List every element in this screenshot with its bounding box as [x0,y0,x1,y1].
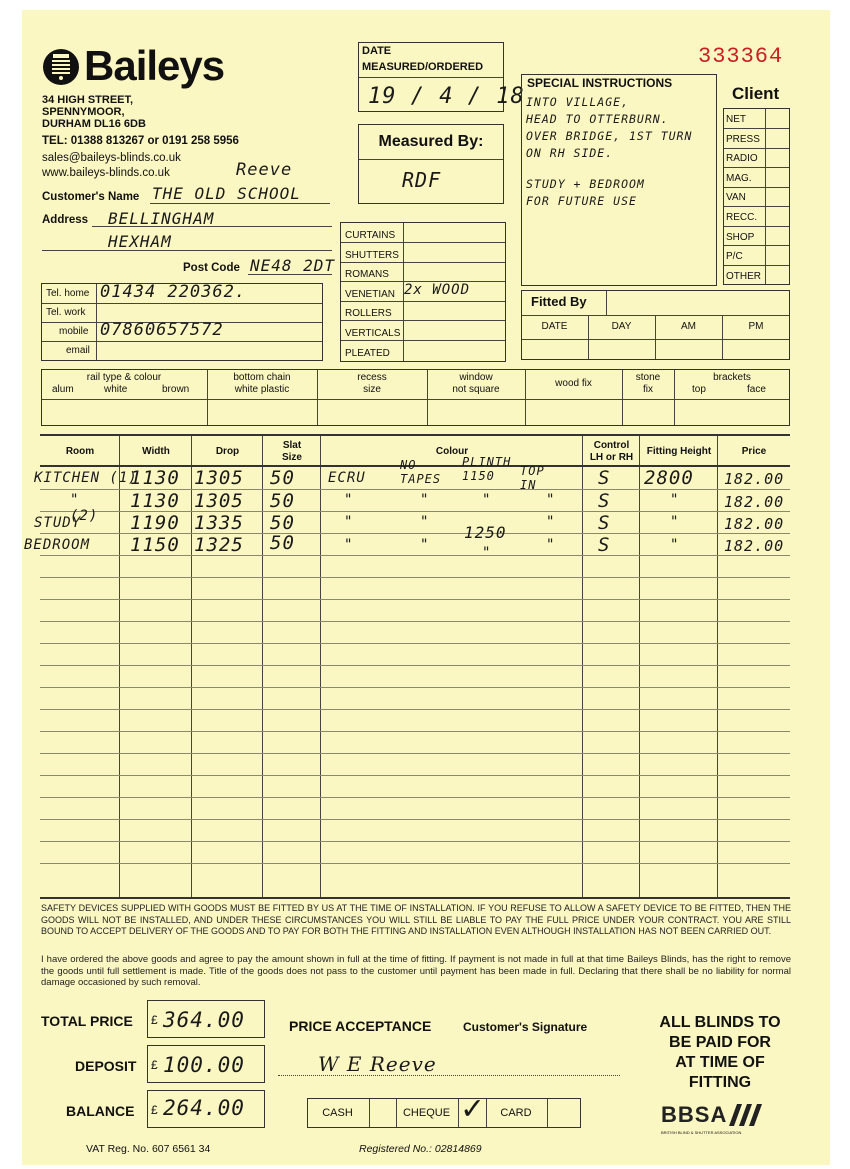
signature-line [278,1075,620,1076]
row4-fitting: " [670,537,680,553]
customer-signature: W E Reeve [318,1052,437,1076]
instruction-line: STUDY + BEDROOM [526,177,645,191]
bbsa-wordmark: BBSA [661,1102,728,1127]
date-label: DATE [362,45,392,57]
col-slat: Slat [282,440,302,451]
col-width: Width [142,446,170,457]
instruction-line: OVER BRIDGE, 1ST TURN [526,129,693,143]
customer-signature-label: Customer's Signature [463,1020,588,1034]
opt-not-square: not square [452,384,500,395]
venetian-value: 2x WOOD [404,282,471,298]
row2-width: 1130 [130,490,180,512]
opt-fix: fix [643,384,653,395]
opt-recess: recess [357,372,387,383]
col-room: Room [65,446,95,457]
payment-cheque: CHEQUE [402,1107,451,1119]
opt-face: face [747,384,766,395]
postcode-value: NE48 2DT [250,256,336,275]
payment-agreement: I have ordered the above goods and agree to pay the amount shown in full at the time of fitting. If payment is not made in full at that time Baileys Blinds, has the right to remove the goods until full settlement is made. Title of the goods does not pass to the customer until payment has been made in full. Declaring that there shall be no liability for normal damage occasioned by such removal. [41,954,791,988]
deposit-label: DEPOSIT [75,1058,137,1074]
blind-type-shutters: SHUTTERS [345,249,399,261]
row4-tapes: " [420,537,430,553]
company-telephone: TEL: 01388 813267 or 0191 258 5956 [42,135,239,147]
instruction-line: ON RH SIDE. [526,146,614,160]
total-price-value: 364.00 [163,1008,245,1032]
deposit-currency: £ [151,1058,158,1072]
address-line2-value: HEXHAM [108,232,172,251]
brand-name: Baileys [84,42,225,89]
row3-slat: 50 [270,512,295,534]
address-label: Address [42,214,89,226]
blind-type-romans: ROMANS [345,269,389,281]
instruction-line: INTO VILLAGE, [526,95,630,109]
opt-white-plastic: white plastic [234,384,290,395]
opt-window: window [459,372,493,383]
blind-type-curtains: CURTAINS [345,230,396,241]
deposit-value: 100.00 [163,1053,245,1077]
date-value: 19 / 4 / 18 [368,84,525,109]
client-source-mag: MAG. [726,172,752,184]
customer-surname: Reeve [236,160,293,180]
opt-top: top [692,384,706,395]
row4-width: 1150 [130,534,180,556]
company-website: www.baileys-blinds.co.uk [42,167,170,179]
balance-value: 264.00 [163,1096,245,1120]
fitted-by-date: DATE [541,321,568,332]
blind-type-venetian: VENETIAN [345,288,396,300]
col-drop: Drop [215,446,240,457]
row1-tapes: NO TAPES [400,458,442,486]
row3-fitting: " [670,514,680,530]
row4-room: BEDROOM [24,537,91,553]
client-source-pc: P/C [726,251,743,263]
blind-type-rollers: ROLLERS [345,308,392,320]
opt-stone: stone [635,372,661,383]
row2-fitting: " [670,492,680,508]
client-source-recc: RECC. [726,211,758,223]
row2-price: 182.00 [724,493,785,511]
row3-room: STUDY [34,515,82,531]
order-number: 333364 [698,44,784,69]
opt-rail-type: rail type & colour [86,372,162,383]
row1-control: S [598,467,611,489]
email-label: email [66,345,90,356]
row3-note: " [546,514,556,530]
row3-pelmet: 1250 [464,523,507,542]
client-source-net: NET [726,114,746,125]
opt-white: white [104,384,128,395]
measured-by-value: RDF [402,168,442,192]
tel-work-label: Tel. work [46,307,86,318]
mobile-value: 07860657572 [100,320,224,340]
row4-control: S [598,534,611,556]
address-line: SPENNYMOOR, [42,106,125,118]
customer-name-value: THE OLD SCHOOL [152,184,301,203]
customer-name-label: Customer's Name [42,191,140,203]
bbsa-stripes-icon [729,1104,779,1126]
col-colour: Colour [435,446,469,457]
client-label: Client [732,84,780,103]
check-mark-icon: ✓ [462,1088,484,1128]
row4-slat: 50 [270,532,295,554]
bbsa-logo [661,1102,781,1140]
row1-width: 1130 [130,467,180,489]
postcode-label: Post Code [183,262,240,274]
col-price: Price [741,446,767,457]
row1-colour: ECRU [328,470,366,486]
price-acceptance-title: PRICE ACCEPTANCE [289,1018,432,1034]
logo-emblem-icon [42,46,80,86]
col-lh-rh: LH or RH [589,452,634,463]
row1-drop: 1305 [194,467,244,489]
payment-notice [645,1013,795,1093]
row2-room: " (2) [70,492,99,524]
row3-tapes: " [420,514,430,530]
col-control: Control [593,440,630,451]
measured-ordered-label: MEASURED/ORDERED [362,61,484,73]
safety-notice: SAFETY DEVICES SUPPLIED WITH GOODS MUST BE FITTED BY US AT THE TIME OF INSTALLATION. IF YOU REFUSE TO ALLOW A SAFETY DEVICE TO BE FITTED, THEN THE GOODS WILL NOT BE INSTALLED, AND UNDER THESE CIRCUMSTANCES YOU WILL STILL BE LIABLE TO PAY THE FULL PRICE UNDER YOUR CONTRACT. YOU ARE STILL BOUND TO ACCEPT DELIVERY OF THE GOODS AND TO PAY FOR BOTH THE FITTING AND INSTALLATION EVEN ALTHOUGH INSTALLATION HAS NOT BEEN CARRIED OUT. [41,903,791,936]
address-line: DURHAM DL16 6DB [42,118,146,130]
row4-colour: " [344,537,354,553]
col-size: Size [281,452,302,463]
balance-currency: £ [151,1103,158,1117]
special-instructions-text [526,94,692,210]
row2-note: " [546,492,556,508]
row2-drop: 1305 [194,490,244,512]
client-source-press: PRESS [726,133,760,145]
mobile-label: mobile [59,326,89,337]
client-source-radio: RADIO [726,153,758,165]
row2-pelmet: " [482,492,492,508]
row1-slat: 50 [270,467,295,489]
total-currency: £ [151,1013,158,1027]
row2-control: S [598,490,611,512]
measured-by-label: Measured By: [378,133,484,150]
tel-home-label: Tel. home [46,288,90,299]
row2-tapes: " [420,492,430,508]
row2-slat: 50 [270,490,295,512]
client-source-shop: SHOP [726,231,755,243]
address-line: 34 HIGH STREET, [42,94,134,106]
notice-line: FITTING [688,1074,752,1091]
col-fitting-height: Fitting Height [646,446,712,457]
opt-brackets: brackets [713,372,751,383]
row4-price: 182.00 [724,537,785,555]
row4-drop: 1325 [194,534,244,556]
baileys-logo [42,42,252,90]
fitted-by-day: DAY [611,321,632,332]
notice-line: AT TIME OF [675,1054,765,1071]
special-instructions-label: SPECIAL INSTRUCTIONS [527,76,673,90]
balance-label: BALANCE [66,1103,135,1119]
row3-price: 182.00 [724,515,785,533]
payment-card: CARD [500,1107,532,1119]
row1-note: TOP IN [520,464,545,492]
row4-note: " [546,537,556,553]
notice-line: BE PAID FOR [669,1034,771,1051]
row3-colour: " [344,514,354,530]
row3-control: S [598,512,611,534]
vat-registration: VAT Reg. No. 607 6561 34 [86,1143,211,1155]
row2-colour: " [344,492,354,508]
tel-home-value: 01434 220362. [100,282,247,302]
address-line1-value: BELLINGHAM [108,209,215,228]
row3-width: 1190 [130,512,180,534]
company-registration: Registered No.: 02814869 [359,1143,482,1155]
fitted-by-am: AM [681,321,696,332]
row1-pelmet: PLINTH 1150 [462,455,512,483]
fitted-by-pm: PM [748,321,764,332]
row1-fitting: 2800 [644,467,694,489]
payment-cash: CASH [322,1107,353,1119]
opt-brown: brown [162,384,190,395]
opt-size: size [363,384,381,395]
total-price-label: TOTAL PRICE [41,1013,133,1029]
notice-line: ALL BLINDS TO [659,1014,781,1031]
row3-drop: 1335 [194,512,244,534]
opt-wood-fix: wood fix [555,378,592,389]
bbsa-subtitle: BRITISH BLIND & SHUTTER ASSOCIATION [661,1130,742,1135]
opt-alum: alum [52,384,74,395]
blind-type-labels [345,226,400,363]
fitted-by-label: Fitted By [531,294,587,309]
row4-pelmet: " [482,545,492,561]
client-source-other: OTHER [726,270,761,282]
instruction-line: HEAD TO OTTERBURN. [526,112,669,126]
opt-bottom-chain: bottom chain [233,372,291,383]
row1-price: 182.00 [724,470,785,488]
company-email: sales@baileys-blinds.co.uk [42,152,181,164]
blind-type-pleated: PLEATED [345,347,390,359]
company-address [42,94,146,130]
client-source-labels [726,110,761,286]
client-source-van: VAN [726,192,746,204]
row1-room: KITCHEN (1) [34,470,138,486]
blind-type-verticals: VERTICALS [345,327,401,339]
instruction-line: FOR FUTURE USE [526,194,637,208]
